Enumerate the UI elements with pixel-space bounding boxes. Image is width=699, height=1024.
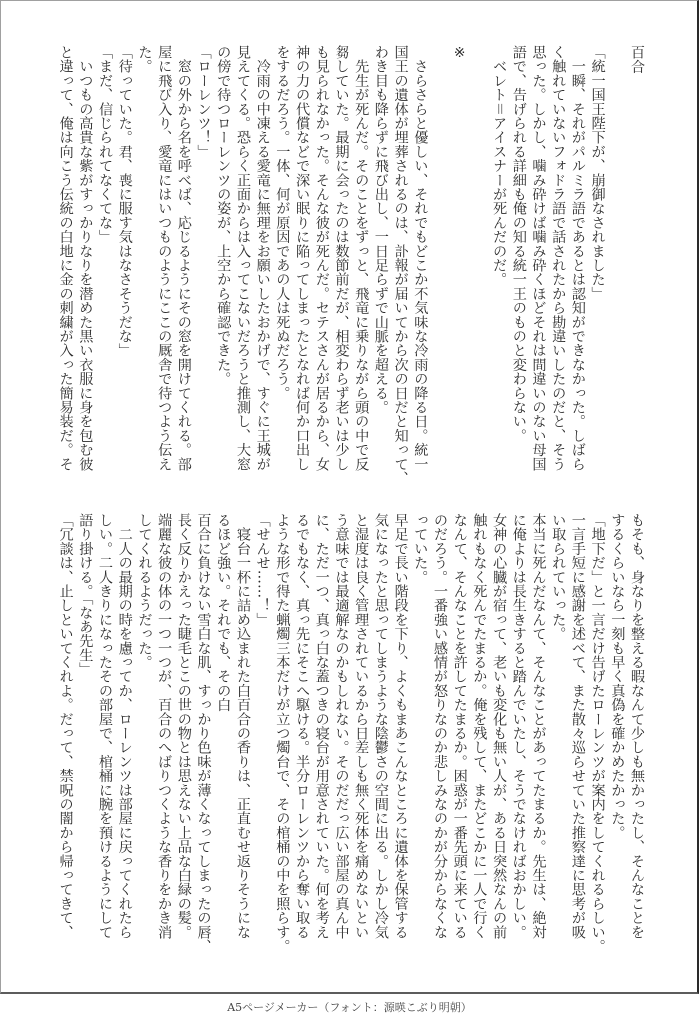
bottom-text-block — [55, 513, 646, 954]
text-column: に、ただ一つ、真っ白な蓋つきの寝台が用意されていた。何を考え — [313, 513, 330, 939]
text-column: 「待っていた。君、喪に服す気はなさそうだな」 — [116, 45, 133, 358]
text-column: た。 — [136, 45, 153, 74]
text-column: いつもの高貴な紫がすっかりなりを潜めた黒い衣服に身を包む彼 — [77, 45, 94, 471]
story-title: 百合 — [629, 45, 645, 75]
text-column: 「まだ、信じられてなくてな」 — [97, 45, 114, 244]
text-column: 語で、告げられる詳細も俺の知る統一王のものと変わらない。 — [510, 45, 527, 443]
text-column: 百合に負けない雪白な肌、すっかり色味が薄くなってしまったの唇、 — [195, 513, 212, 954]
blank-column — [469, 45, 489, 477]
text-column: 先生が死んだ。そのことをずっと、飛竜に乗りながら頭の中で反 — [353, 45, 370, 471]
text-column: 神の力の代償などで深い眠りに陥ってしまったとなれば何か口出し — [294, 45, 311, 471]
text-column: 屋に飛び入り、愛竜にはいつものようにここの厩舎で待つよう伝え — [156, 45, 173, 471]
text-column: く触れていないフォドラ語で話されたから勘違いしたのだと、そう — [550, 45, 567, 471]
text-column: 芻していた。最期に会ったのは数節前だが、相変わらず老いは少し — [333, 45, 350, 471]
text-column: するくらいなら一刻も早く真偽を確かめたかった。 — [609, 513, 626, 840]
text-column: 本当に死んだなんて、そんなことがあってたまるか。先生は、絶対 — [530, 513, 547, 939]
text-column: ベレト＝アイスナーが死んだのだ。 — [491, 45, 508, 287]
text-column: 「せんせ……！」 — [254, 513, 271, 627]
text-column: るでもなく、真っ先にそこへ駆ける。半分ローレンツから奪い取る — [294, 513, 311, 939]
text-column: い取られていった。 — [550, 513, 567, 641]
text-column: 触れもなく死んでたまるか。俺を残して、またどこかに一人で行く — [471, 513, 488, 939]
text-column: もそも、身なりを整える暇なんて少しも無かったし、そんなことを — [629, 513, 645, 939]
text-column: のだろう。一番強い感情が怒りなのか悲しみなのかが分からなくな — [431, 513, 448, 939]
blank-column — [429, 45, 449, 477]
text-column: 窓の外から名を呼べば、応じるようにその窓を開けてくれる。部 — [175, 45, 192, 471]
scene-break-mark: ※ — [451, 45, 468, 61]
text-column: 見えてくる。恐らく正面からは入ってこないだろうと推測し、大窓 — [234, 45, 251, 471]
text-column: しい。二人きりになったその部屋で、棺桶に腕を預けるようにして — [97, 513, 114, 939]
text-column: の傍で待つローレンツの姿が、上空から確認できた。 — [215, 45, 232, 386]
text-column: と違って、俺は向こう伝統の白地に金の刺繍が入った簡易装だ。そ — [57, 45, 74, 471]
text-column: 「冗談は、止しといてくれよ。だって、禁呪の闇から帰ってきて、 — [57, 513, 74, 939]
text-column: 国王の遺体が埋葬されるのは、訃報が届いてから次の日だと知って、 — [392, 45, 409, 486]
text-column: 「地下だ」と一言だけ告げたローレンツが案内をしてくれるらしい。 — [589, 513, 606, 954]
text-column: 早足で長い階段を下り、よくもまあこんなところに遺体を保管する — [392, 513, 409, 939]
text-column: 思った。しかし、噛み砕けば噛み砕くほどそれは間違いのない母国 — [530, 45, 547, 471]
text-column: も見られなかった。そんな彼が死んだ。セテスさんが居るから、女 — [313, 45, 330, 471]
text-column: に俺よりは長生きすると踏んでいたし、そうでなければおかしい。 — [510, 513, 527, 939]
text-column: 語り掛ける。「なあ先生」 — [77, 513, 94, 677]
text-column: 「ローレンツ！」 — [195, 45, 212, 159]
text-column: ような形で得た蝋燭三本だけが立つ燭台で、その棺桶の中を照らす。 — [274, 513, 291, 954]
text-column: るほど強い。それでも、その白 — [215, 513, 232, 712]
text-column: してくれるようだった。 — [136, 513, 153, 670]
text-column: なんて、そんなことを許してたまるか。困惑が一番先頭に来ている — [451, 513, 468, 939]
footer-credit: A5ページメーカー（フォント：源暎こぶり明朝） — [227, 1001, 472, 1014]
text-column: 冷雨の中凍える愛竜に無理をお願いしたおかげで、すぐに王城が — [254, 45, 271, 471]
text-column: 気になったと思ってしまうような陰鬱さの空間に出る。しかし冷気 — [372, 513, 389, 939]
text-column: う意味では最適解なのかもしれない。そのだだっ広い部屋の真ん中 — [333, 513, 350, 939]
blank-column — [607, 45, 627, 477]
text-column: 一言手短に感謝を述べて、また散々巡らせていた推察達に思考が吸 — [569, 513, 586, 939]
text-column: 寝台一杯に詰め込まれた白百合の香りは、正直むせ返りそうにな — [234, 513, 251, 939]
text-column: をするだろう。一体、何が原因であの人は死ぬだろう。 — [274, 45, 291, 400]
text-column: 「統一国王陛下が、崩御なされました」 — [589, 45, 606, 301]
text-column: っていた。 — [412, 513, 429, 584]
text-column: 一瞬、それがパルミラ語であるとは認知ができなかった。しばら — [569, 45, 586, 471]
text-column: 女神の心臓が宿って、老いも変化も無い人が、ある日突然なんの前 — [491, 513, 508, 939]
text-column: と湿度は良く管理されているから日差しも無く死体を痛めないとい — [353, 513, 370, 939]
text-column: さらさらと優しい、それでもどこか不気味な冷雨の降る日。統一 — [412, 45, 429, 471]
top-text-block — [55, 45, 646, 486]
text-column: わき目も降らずに飛び出し、一日足らずで山脈を超える。 — [372, 45, 389, 415]
text-column: 二人の最期の時を慮ってか、ローレンツは部屋に戻ってくれたら — [116, 513, 133, 939]
text-column: 端麗な彼の体の一つ一つが、百合のへばりつくような香りをかき消 — [156, 513, 173, 939]
text-column: 長く反りかえった睫毛とこの世の物とは思えない上品な白緑の髪。 — [175, 513, 192, 939]
